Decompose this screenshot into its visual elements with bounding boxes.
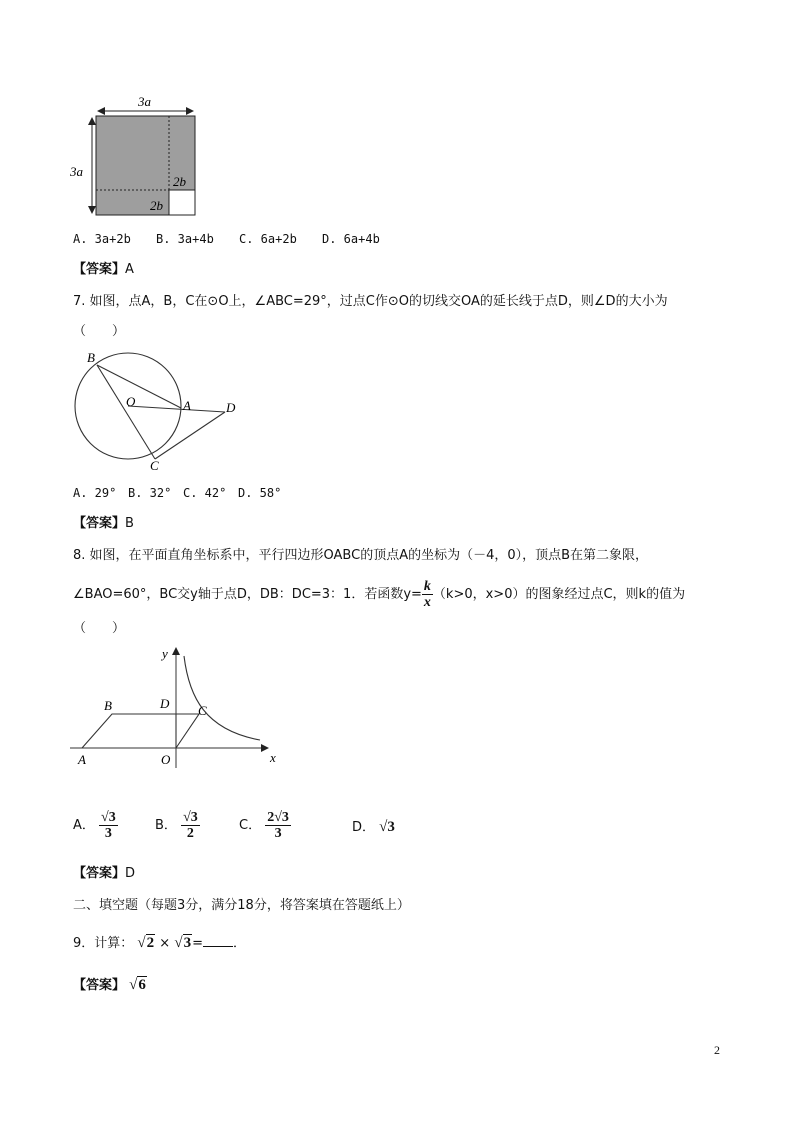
q7-option-b: B. 32° xyxy=(128,486,172,500)
q8-option-c-letter: C． xyxy=(239,818,262,833)
q8-function-fraction xyxy=(422,579,433,610)
q8-question-line1: 8. 如图，在平面直角坐标系中，平行四边形OABC的顶点A的坐标为（－4，0），顶点B在第二象限， xyxy=(73,548,649,563)
q8-label-a: A xyxy=(78,752,86,767)
q9-prefix: 9．计算： xyxy=(73,936,134,951)
q8-label-b: B xyxy=(104,698,112,713)
q9-answer xyxy=(73,976,147,995)
page-number: 2 xyxy=(714,1043,720,1057)
q8-label-c: C xyxy=(198,703,207,718)
q7-answer-tag: 【答案】 xyxy=(73,516,126,531)
q7-question-line2: （ ） xyxy=(73,324,126,339)
q6-answer-tag: 【答案】 xyxy=(73,262,126,277)
q7-option-c: C. 42° xyxy=(183,486,227,500)
q7-answer xyxy=(73,515,134,533)
q7-label-c: C xyxy=(150,458,159,473)
q8-option-a-fraction xyxy=(99,810,118,841)
q8-option-a xyxy=(73,810,118,841)
q8-answer-value: D xyxy=(125,866,136,881)
q9-equals: = xyxy=(192,936,203,951)
q8-option-d-value: √3 xyxy=(379,819,395,835)
q8-option-b-den: 2 xyxy=(186,826,194,841)
q8-fraction-num: k xyxy=(423,579,431,594)
q7-label-o: O xyxy=(126,394,136,409)
q6-label-top: 3a xyxy=(138,94,151,109)
q8-option-c xyxy=(239,810,291,841)
q8-answer xyxy=(73,865,135,883)
q6-answer-value: A xyxy=(125,262,134,277)
q9-answer-tag: 【答案】 xyxy=(73,978,126,993)
q8-option-c-fraction xyxy=(265,810,291,841)
q7-answer-value: B xyxy=(125,516,134,531)
q7-option-a: A. 29° xyxy=(73,486,117,500)
q8-option-a-num: √3 xyxy=(101,810,116,825)
q6-option-d: D. 6a+4b xyxy=(322,232,380,246)
q9-question xyxy=(73,934,246,953)
q8-option-a-letter: A． xyxy=(73,818,95,833)
q8-option-c-den: 3 xyxy=(274,826,282,841)
q8-label-x: x xyxy=(270,750,276,765)
q9-radicand-b: 3 xyxy=(183,935,192,951)
q6-answer xyxy=(73,261,134,279)
q9-end: ． xyxy=(232,936,246,951)
q8-option-d xyxy=(352,818,395,837)
q8-label-y: y xyxy=(162,646,168,661)
q6-square-figure xyxy=(66,92,206,222)
q7-option-d: D. 58° xyxy=(238,486,282,500)
q7-label-a: A xyxy=(183,398,191,413)
q8-fraction-den: x xyxy=(423,595,431,610)
q9-answer-radicand: 6 xyxy=(138,977,146,993)
q6-option-c: C. 6a+2b xyxy=(239,232,297,246)
q9-sqrt-b: √3 xyxy=(174,935,192,951)
q8-option-c-num: 2√3 xyxy=(267,810,289,825)
q7-circle-figure xyxy=(70,348,250,474)
q8-option-d-letter: D． xyxy=(352,820,376,835)
q7-question-line1: 7. 如图，点A，B，C在⊙O上，∠ABC=29°，过点C作⊙O的切线交OA的延长线于点D，则∠D的大小为 xyxy=(73,294,668,309)
q9-answer-sqrt: √6 xyxy=(129,977,146,993)
q8-option-a-den: 3 xyxy=(104,826,112,841)
q8-option-b xyxy=(155,810,200,841)
q8-option-b-letter: B． xyxy=(155,818,177,833)
q8-label-d: D xyxy=(160,696,170,711)
q8-line2-post: （k>0，x>0）的图象经过点C，则k的值为 xyxy=(432,587,686,602)
q8-question-line2 xyxy=(73,578,685,612)
section2-title: 二、填空题（每题3分，满分18分，将答案填在答题纸上） xyxy=(73,898,410,913)
q8-question-line3: （ ） xyxy=(73,621,126,636)
q6-option-a: A. 3a+2b xyxy=(73,232,131,246)
q9-answer-blank[interactable] xyxy=(203,934,233,947)
q8-answer-tag: 【答案】 xyxy=(73,866,126,881)
q9-times: × xyxy=(159,936,171,951)
q9-radicand-a: 2 xyxy=(146,935,155,951)
q8-line2-pre: ∠BAO=60°，BC交y轴于点D，DB：DC=3：1．若函数y= xyxy=(73,587,422,602)
q8-coordinate-figure xyxy=(68,642,288,772)
q6-option-b: B. 3a+4b xyxy=(156,232,214,246)
q6-label-inner-bottom: 2b xyxy=(150,198,163,213)
q7-label-b: B xyxy=(87,350,95,365)
q8-label-o: O xyxy=(161,752,171,767)
q6-label-left: 3a xyxy=(70,164,83,179)
q7-label-d: D xyxy=(226,400,236,415)
q6-label-inner-right: 2b xyxy=(173,174,186,189)
q8-option-b-num: √3 xyxy=(183,810,198,825)
q9-sqrt-a: √2 xyxy=(137,935,155,951)
q8-option-b-fraction xyxy=(181,810,200,841)
